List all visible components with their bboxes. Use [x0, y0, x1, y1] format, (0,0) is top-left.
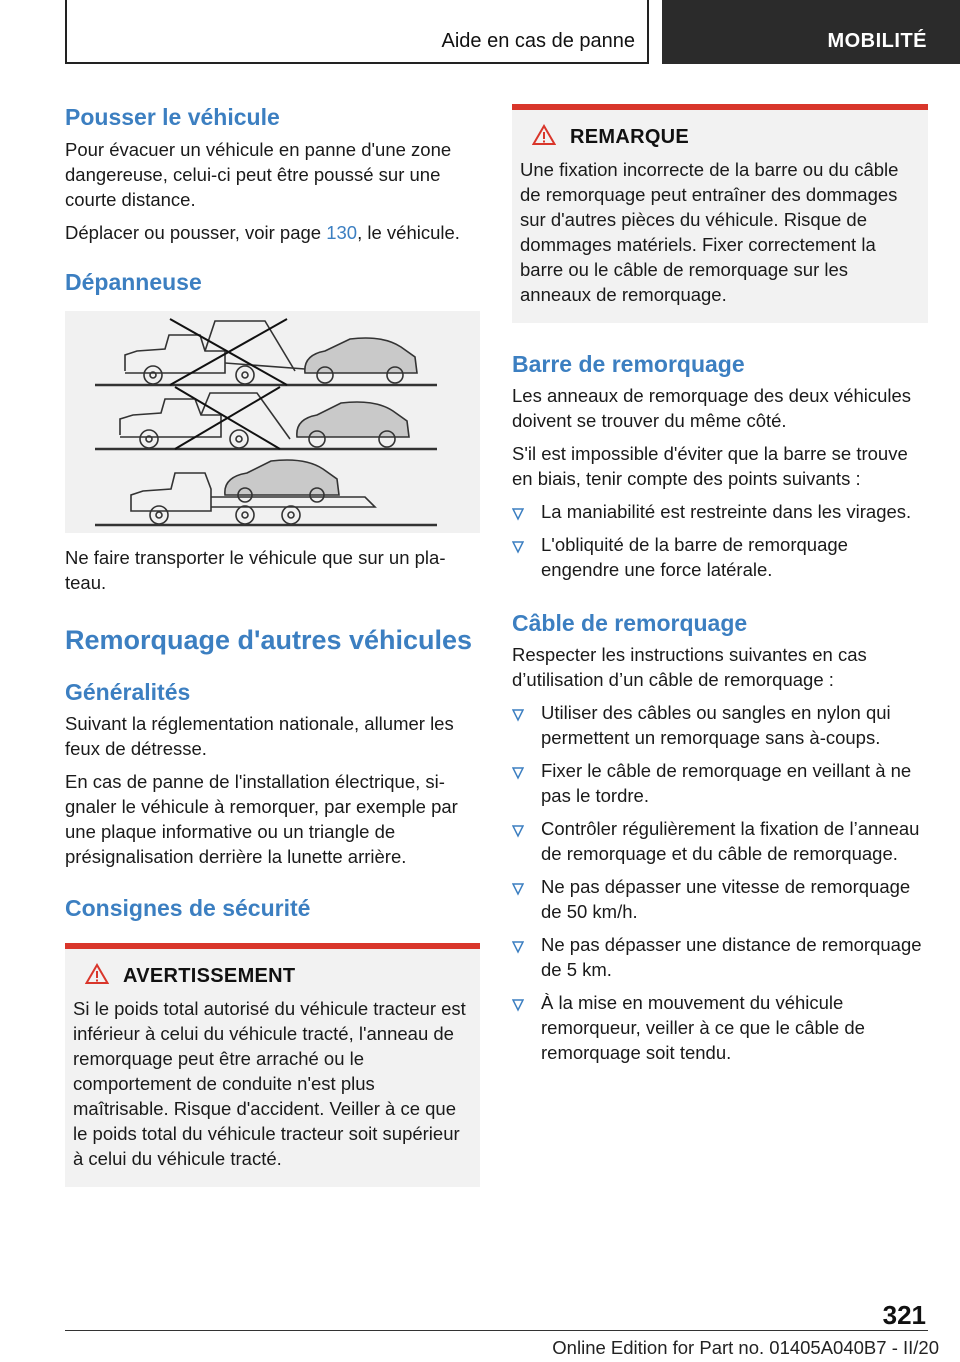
bullet-triangle-icon	[512, 703, 524, 728]
list-item	[512, 990, 928, 1065]
pousser-text-b: , le véhicule.	[357, 222, 460, 243]
heading-generalites: Généralités	[65, 679, 191, 705]
paragraph-plateau: Ne faire transporter le véhicule que sur un pla‐teau.	[65, 547, 446, 593]
list-item	[512, 932, 928, 982]
heading-cable: Câble de remorquage	[512, 610, 748, 636]
warning-triangle-icon	[85, 963, 109, 990]
warning-text: Si le poids total autorisé du véhicule tracteur est inférieur à celui du véhicule tracté, l'anneau de remorquage peut être arraché ou le comportement de conduite n'est plus maîtrisable. Risque d'accident. Veiller à ce que le poids total du véhicule tracteur soit supérieur à celui du véhicule tracté.	[73, 998, 466, 1169]
tow-truck-drawing	[65, 311, 480, 533]
header-section-title: Aide en cas de panne	[441, 30, 635, 52]
list-item	[512, 532, 928, 582]
list-item	[512, 874, 928, 924]
list-item-text: Fixer le câble de remorquage en veillant à ne pas le tordre.	[541, 760, 912, 806]
paragraph-generalites-2: En cas de panne de l'installation électrique, si‐gnaler le véhicule à remorquer, par exemple par une plaque informative ou un triangle de présignalisation derrière la lunette arrière.	[65, 771, 458, 867]
list-item	[512, 758, 928, 808]
paragraph-barre-1: Les anneaux de remorquage des deux véhicules doivent se trouver du même côté.	[512, 385, 912, 431]
list-item-text: Ne pas dépasser une vitesse de remorquage de 50 km/h.	[541, 876, 911, 922]
bullet-triangle-icon	[512, 535, 524, 560]
list-item-text: Utiliser des câbles ou sangles en nylon qui permettent un remorquage sans à-coups.	[541, 702, 891, 748]
heading-consignes: Consignes de sécurité	[65, 895, 311, 921]
page-link-130[interactable]: 130	[326, 222, 358, 243]
bullet-triangle-icon	[512, 935, 524, 960]
paragraph-cable: Respecter les instructions suivantes en cas d’utilisation d’un câble de remorquage :	[512, 644, 867, 690]
cable-list	[512, 700, 928, 1065]
list-item	[512, 700, 928, 750]
heading-pousser: Pousser le véhicule	[65, 104, 280, 130]
notice-box	[512, 104, 928, 323]
notice-header	[532, 124, 920, 151]
pousser-text-a: Déplacer ou pousser, voir page	[65, 222, 327, 243]
warning-box	[65, 943, 480, 1187]
list-item-text: Ne pas dépasser une distance de remorquage de 5 km.	[541, 934, 922, 980]
heading-barre: Barre de remorquage	[512, 351, 745, 377]
header-section-tab	[65, 0, 649, 64]
heading-depanneuse: Dépanneuse	[65, 269, 202, 295]
bullet-triangle-icon	[512, 761, 524, 786]
left-column	[65, 96, 480, 1187]
list-item-text: À la mise en mouvement du véhicule remorqueur, veiller à ce que le câble de remorquage soit tendu.	[541, 992, 865, 1063]
page-number: 321	[882, 1300, 926, 1330]
notice-title: REMARQUE	[570, 126, 690, 148]
header-chapter-tab	[662, 0, 960, 64]
paragraph-generalites-1: Suivant la réglementation nationale, allumer les feux de détresse.	[65, 713, 454, 759]
barre-list	[512, 499, 928, 582]
list-item-text: Contrôler régulièrement la fixation de l’anneau de remorquage et du câble de remorquage.	[541, 818, 920, 864]
footer-divider	[65, 1330, 928, 1331]
paragraph-pousser-2	[65, 220, 480, 245]
warning-title: AVERTISSEMENT	[123, 965, 296, 987]
warning-triangle-icon	[532, 124, 556, 151]
header-chapter-title: MOBILITÉ	[827, 30, 927, 52]
warning-header	[85, 963, 472, 990]
paragraph-pousser-1: Pour évacuer un véhicule en panne d'une zone dangereuse, celui-ci peut être poussé sur une courte distance.	[65, 139, 452, 210]
paragraph-barre-2: S'il est impossible d'éviter que la barre se trouve en biais, tenir compte des points suivants :	[512, 443, 908, 489]
tow-truck-illustration	[65, 311, 480, 533]
list-item-text: La maniabilité est restreinte dans les virages.	[541, 501, 912, 522]
right-column	[512, 104, 928, 1065]
notice-text: Une fixation incorrecte de la barre ou du câble de remorquage peut entraîner des dommages sur d'autres pièces du véhicule. Risque de dommages matériels. Fixer correctement la barre ou le câble de remorquage sur les anneaux de remorquage.	[520, 159, 899, 305]
list-item	[512, 816, 928, 866]
heading-remorquage: Remorquage d'autres véhicules	[65, 625, 473, 655]
footer-edition: Online Edition for Part no. 01405A040B7 - II/20	[552, 1337, 939, 1358]
bullet-triangle-icon	[512, 993, 524, 1018]
list-item	[512, 499, 928, 524]
bullet-triangle-icon	[512, 502, 524, 527]
bullet-triangle-icon	[512, 819, 524, 844]
bullet-triangle-icon	[512, 877, 524, 902]
list-item-text: L'obliquité de la barre de remorquage engendre une force latérale.	[541, 534, 848, 580]
